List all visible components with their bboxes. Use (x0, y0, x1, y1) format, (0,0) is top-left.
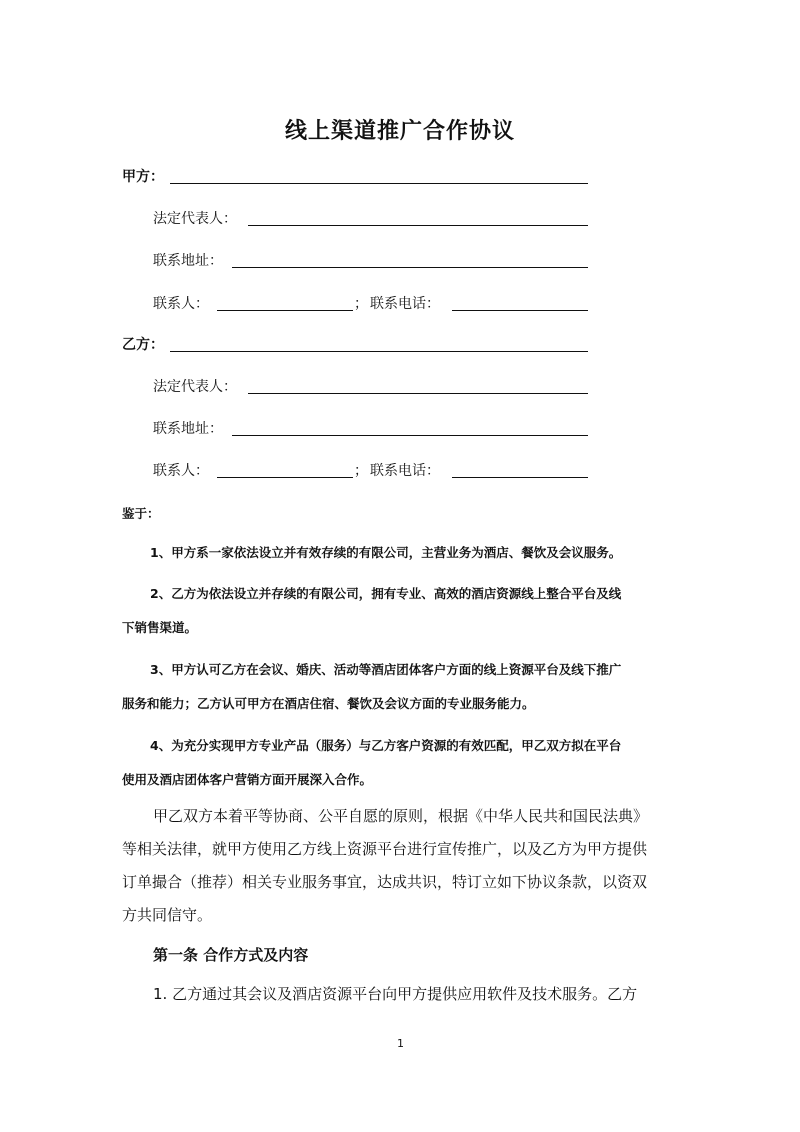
whereas-clause-4-line-1: 4、为充分实现甲方专业产品（服务）与乙方客户资源的有效匹配，甲乙双方拟在平台 (150, 738, 622, 753)
party-a-label: 甲方： (122, 169, 164, 185)
party-a-phone-blank[interactable] (452, 310, 588, 311)
preamble-line-2: 等相关法律，就甲方使用乙方线上资源平台进行宣传推广，以及乙方为甲方提供 (122, 840, 648, 858)
whereas-clause-1: 1、甲方系一家依法设立并有效存续的有限公司，主营业务为酒店、餐饮及会议服务。 (150, 545, 622, 560)
whereas-clause-2-line-2: 下销售渠道。 (122, 620, 198, 635)
party-b-blank[interactable] (170, 351, 588, 352)
party-a-address-blank[interactable] (232, 267, 588, 268)
party-b-phone-blank[interactable] (452, 477, 588, 478)
party-a-legal-rep-blank[interactable] (248, 225, 588, 226)
party-b-separator: ； (354, 463, 368, 479)
party-b-address-label: 联系地址： (153, 421, 223, 437)
party-b-address-blank[interactable] (232, 435, 588, 436)
party-a-legal-rep-label: 法定代表人： (153, 211, 237, 227)
preamble-line-3: 订单撮合（推荐）相关专业服务事宜，达成共识，特订立如下协议条款，以资双 (122, 873, 648, 891)
preamble-line-1: 甲乙双方本着平等协商、公平自愿的原则，根据《中华人民共和国民法典》 (153, 807, 649, 825)
article-1-item-1: 1. 乙方通过其会议及酒店资源平台向甲方提供应用软件及技术服务。乙方 (153, 985, 638, 1003)
whereas-clause-4-line-2: 使用及酒店团体客户营销方面开展深入合作。 (122, 772, 373, 787)
whereas-clause-3-line-1: 3、甲方认可乙方在会议、婚庆、活动等酒店团体客户方面的线上资源平台及线下推广 (150, 662, 622, 677)
party-b-phone-label: 联系电话： (370, 463, 440, 479)
party-a-contact-label: 联系人： (153, 296, 209, 312)
preamble-line-4: 方共同信守。 (122, 906, 213, 924)
party-a-blank[interactable] (170, 183, 588, 184)
party-b-contact-blank[interactable] (217, 477, 353, 478)
party-b-label: 乙方： (122, 337, 164, 353)
whereas-label: 鉴于： (122, 506, 160, 521)
party-b-legal-rep-blank[interactable] (248, 393, 588, 394)
party-b-contact-label: 联系人： (153, 463, 209, 479)
party-b-legal-rep-label: 法定代表人： (153, 379, 237, 395)
page-number: 1 (397, 1037, 404, 1050)
whereas-clause-3-line-2: 服务和能力；乙方认可甲方在酒店住宿、餐饮及会议方面的专业服务能力。 (122, 696, 535, 711)
whereas-clause-2-line-1: 2、乙方为依法设立并存续的有限公司，拥有专业、高效的酒店资源线上整合平台及线 (150, 586, 622, 601)
article-1-heading: 第一条 合作方式及内容 (153, 946, 309, 964)
document-title: 线上渠道推广合作协议 (284, 119, 515, 144)
party-a-address-label: 联系地址： (153, 253, 223, 269)
party-a-phone-label: 联系电话： (370, 296, 440, 312)
party-a-contact-blank[interactable] (217, 310, 353, 311)
party-a-separator: ； (354, 296, 368, 312)
